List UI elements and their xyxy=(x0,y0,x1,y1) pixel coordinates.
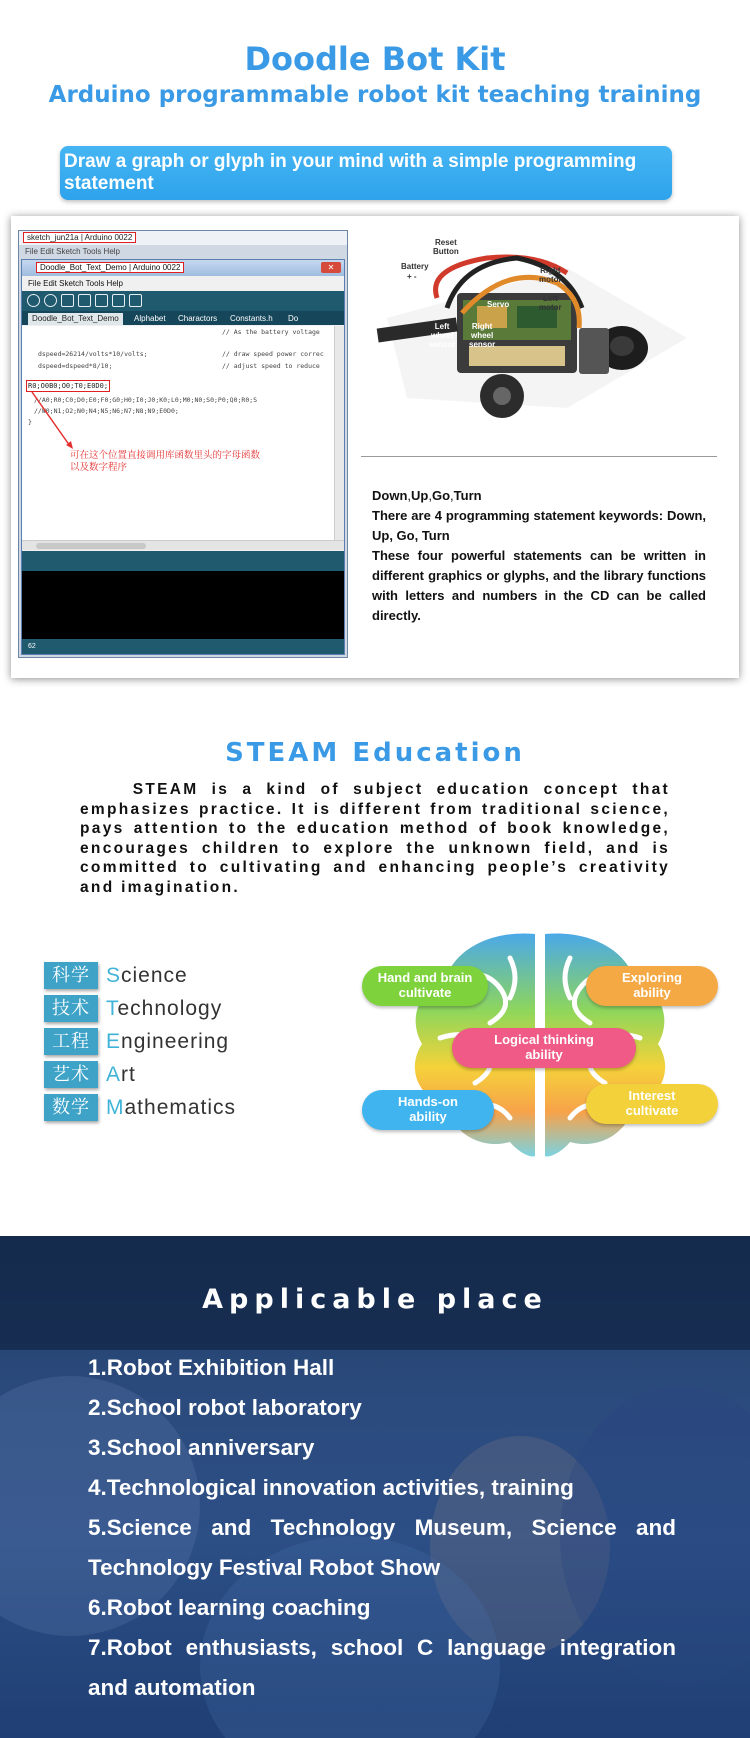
code-line: dspeed=dspeed*8/10; xyxy=(38,362,113,370)
list-item: 5.Science and Technology Museum, Science and Technology Festival Robot Show xyxy=(88,1515,676,1580)
subject-row xyxy=(44,995,284,1022)
page-subtitle: Arduino programmable robot kit teaching training xyxy=(48,82,702,108)
subject-cn: 艺术 xyxy=(44,1061,98,1088)
ability-hand-brain: Hand and brain cultivate xyxy=(362,966,488,1006)
ide-tab: Do xyxy=(288,314,299,323)
arduino-ide-screenshot xyxy=(18,230,348,658)
code-comment: // As the battery voltage xyxy=(222,328,320,336)
ide-tab: Doodle_Bot_Text_Demo xyxy=(28,313,123,325)
list-item: 2.School robot laboratory xyxy=(88,1395,362,1420)
list-item: 1.Robot Exhibition Hall xyxy=(88,1355,335,1380)
ability-brain-graphic xyxy=(360,928,720,1173)
ide-tab: Charactors xyxy=(178,314,218,323)
label-left-motor: Left motor xyxy=(539,294,562,312)
ability-hands-on: Hands-on ability xyxy=(362,1090,494,1130)
code-line: //W0;N1;O2;N0;N4;N5;N6;N7;N8;N9;E0D0; xyxy=(34,407,179,415)
subject-cn: 工程 xyxy=(44,1028,98,1055)
open-icon xyxy=(78,294,91,307)
code-comment: // adjust speed to reduce xyxy=(222,362,320,370)
ide-toolbar xyxy=(22,291,344,311)
list-item: 4.Technological innovation activities, training xyxy=(88,1475,574,1500)
ide-tab: Alphabet xyxy=(134,314,166,323)
place-title: Applicable place xyxy=(202,1284,548,1315)
label-servo: Servo xyxy=(487,300,510,309)
ide-background-window xyxy=(19,231,347,245)
new-icon xyxy=(61,294,74,307)
list-item: 3.School anniversary xyxy=(88,1435,315,1460)
product-card xyxy=(11,216,739,678)
ide-title-bar xyxy=(22,260,344,276)
kit-description xyxy=(372,486,706,626)
label-left-wheel-sensor: Left wheel sensor xyxy=(429,322,456,349)
label-reset-button: Reset Button xyxy=(433,238,459,256)
serial-monitor-icon xyxy=(129,294,142,307)
vertical-scrollbar xyxy=(334,326,344,540)
ability-logical-thinking: Logical thinking ability xyxy=(452,1028,636,1068)
description-sentence-2: These four powerful statements can be written in different graphics or glyphs, and the library functions with letters and numbers in the CD can be called directly. xyxy=(372,548,706,623)
label-right-wheel-sensor: Right wheel sensor xyxy=(469,322,496,349)
subject-cn: 科学 xyxy=(44,962,98,989)
console-header xyxy=(22,551,344,571)
code-line: //A0;R0;C0;D0;E0;F0;G0;H0;I0;J0;K0;L0;M0;N0;S0;P0;Q0;R0;S xyxy=(34,396,258,404)
ability-interest: Interest cultivate xyxy=(586,1084,718,1124)
subject-row xyxy=(44,1094,284,1121)
applicable-place-section xyxy=(0,1236,750,1738)
steam-subject-list xyxy=(44,962,284,1127)
ide-tabs xyxy=(22,311,344,325)
code-comment: // draw speed power correc xyxy=(222,350,324,358)
ide-window2-title: Doodle_Bot_Text_Demo | Arduino 0022 xyxy=(36,262,184,273)
ide-tab: Constants.h xyxy=(230,314,273,323)
save-icon xyxy=(95,294,108,307)
list-item: 7.Robot enthusiasts, school C language integration and automation xyxy=(88,1635,676,1700)
subject-en: Engineering xyxy=(106,1030,230,1053)
description-sentence-1: There are 4 programming statement keywords: Down, Up, Go, Turn xyxy=(372,508,706,543)
subject-row xyxy=(44,1028,284,1055)
upload-icon xyxy=(112,294,125,307)
close-icon: ✕ xyxy=(321,262,341,273)
ide-window1-title: sketch_jun21a | Arduino 0022 xyxy=(23,232,136,243)
intro-banner: Draw a graph or glyph in your mind with a simple programming statement xyxy=(60,146,672,200)
horizontal-scrollbar xyxy=(22,540,344,550)
subject-cn: 数学 xyxy=(44,1094,98,1121)
page-title: Doodle Bot Kit xyxy=(244,40,506,78)
ide-front-window xyxy=(21,259,345,655)
ability-exploring: Exploring ability xyxy=(586,966,718,1006)
verify-icon xyxy=(27,294,40,307)
label-battery-sign: + - xyxy=(407,272,417,281)
subject-en: Science xyxy=(106,964,188,987)
list-item: 6.Robot learning coaching xyxy=(88,1595,371,1620)
subject-en: Technology xyxy=(106,997,223,1020)
robot-illustration xyxy=(367,228,703,428)
code-editor xyxy=(22,326,334,540)
steam-text: STEAM is a kind of subject education concept that emphasizes practice. It is different from traditional science, pays attention to the education method of book knowledge, encourages children to explore the unknown field, and is committed to cultivating and enhancing people’s creativity and imagination. xyxy=(80,781,670,896)
label-battery: Battery xyxy=(401,262,429,271)
ide-window1-menu: File Edit Sketch Tools Help xyxy=(25,247,121,256)
highlighted-code: R0;O0B0;O0;T0;E0D0; xyxy=(28,382,109,390)
place-list xyxy=(88,1348,676,1708)
section-divider xyxy=(361,456,717,457)
ide-status-bar: 62 xyxy=(22,639,344,654)
console-output xyxy=(22,571,344,639)
code-line: } xyxy=(28,418,32,426)
chinese-annotation: 可在这个位置直接调用库函数里头的字母函数 以及数字程序 xyxy=(70,450,261,473)
ide-window2-menu: File Edit Sketch Tools Help xyxy=(28,279,124,288)
subject-en: Art xyxy=(106,1063,136,1086)
steam-title: STEAM Education xyxy=(225,738,525,768)
subject-row xyxy=(44,1061,284,1088)
keywords-line: Down,Up,Go,Turn xyxy=(372,488,482,503)
subject-en: Mathematics xyxy=(106,1096,237,1119)
code-line: dspeed=26214/volts*10/volts; xyxy=(38,350,148,358)
label-right-motor: Right motor xyxy=(539,266,562,284)
subject-row xyxy=(44,962,284,989)
subject-cn: 技术 xyxy=(44,995,98,1022)
stop-icon xyxy=(44,294,57,307)
robot-photo xyxy=(367,228,703,428)
